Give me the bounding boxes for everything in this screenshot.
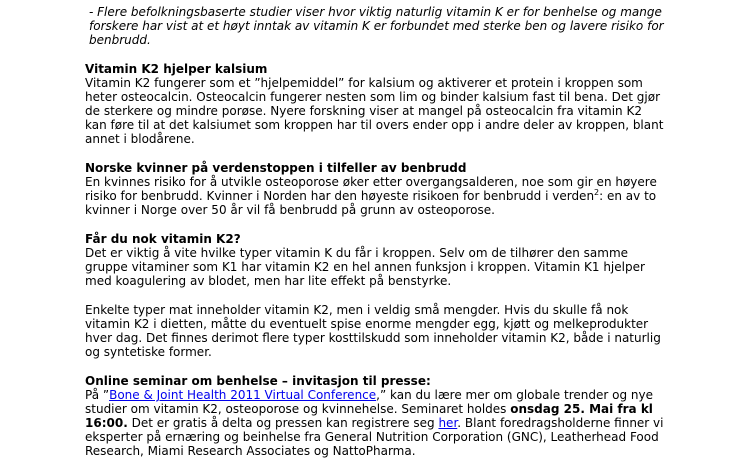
section-heading: Online seminar om benhelse – invitasjon til presse: (85, 374, 431, 388)
section-heading: Vitamin K2 hjelper kalsium (85, 62, 268, 76)
conference-link[interactable]: Bone & Joint Health 2011 Virtual Conference (109, 388, 377, 402)
section-body: Enkelte typer mat inneholder vitamin K2, men i veldig små mengder. Hvis du skulle få nok vitamin K2 i dietten, måtte du eventuelt spise enorme mengder egg, kjøtt og melkeprodukter hver dag. Det finnes derimot flere typer kosttilskudd som inneholder vitamin K2, både i naturlig og syntetiske former. (85, 303, 661, 359)
section-heading: Får du nok vitamin K2? (85, 232, 241, 246)
body-text: På ” (85, 388, 110, 402)
body-text: . Blant foredragsholderne finner vi eksperter på ernæring og beinhelse fra General Nutrition Corporation (GNC), Leatherhead Food Research, Miami Research Associates og NattoPharma. (85, 416, 664, 458)
body-text: Det er gratis å delta og pressen kan registrere seg (127, 416, 439, 430)
intro-paragraph: - Flere befolkningsbaserte studier viser hvor viktig naturlig vitamin K er for benhelse og mange forskere har vist at et høyt inntak av vitamin K er forbundet med sterke ben og lavere risiko for benbrudd. (89, 5, 664, 47)
section-online-seminar (85, 374, 665, 458)
section-norwegian-women (85, 161, 665, 217)
footnote-ref: 2 (594, 188, 600, 197)
section-enough-k2 (85, 232, 665, 288)
section-body (85, 388, 665, 458)
section-body (85, 175, 665, 217)
section-body: Vitamin K2 fungerer som et ”hjelpemiddel” for kalsium og aktiverer et protein i kroppen som heter osteocalcin. Osteocalcin fungerer nesten som lim og binder kalsium fast til bena. Det gjør de sterkere og mindre porøse. Nyere forskning viser at mangel på osteocalcin fra vitamin K2 kan føre til at det kalsiumet som kroppen har til overs ender opp i andre deler av kroppen, blant annet i blodårene. (85, 76, 664, 146)
seminar-date: onsdag 25. Mai fra kl 16:00. (85, 402, 653, 430)
section-k2-calcium (85, 62, 665, 146)
body-text: En kvinnes risiko for å utvikle osteoporose øker etter overgangsalderen, noe som gir en høyere risiko for benbrudd. Kvinner i Norden har den høyeste risikoen for benbrudd i verden (85, 175, 657, 203)
body-text: : en av to kvinner i Norge over 50 år vil få benbrudd på grunn av osteoporose. (85, 189, 657, 217)
register-link[interactable]: her (438, 416, 458, 430)
body-text: ,” kan du lære mer om globale trender og nye studier om vitamin K2, osteoporose og kvinnehelse. Seminaret holdes (85, 388, 653, 416)
section-heading: Norske kvinner på verdenstoppen i tilfeller av benbrudd (85, 161, 467, 175)
section-body: Det er viktig å vite hvilke typer vitamin K du får i kroppen. Selv om de tilhører den samme gruppe vitaminer som K1 har vitamin K2 en hel annen funksjon i kroppen. Vitamin K1 hjelper med koagulering av blodet, men har lite effekt på benstyrke. (85, 246, 645, 288)
section-food-sources (85, 303, 665, 359)
